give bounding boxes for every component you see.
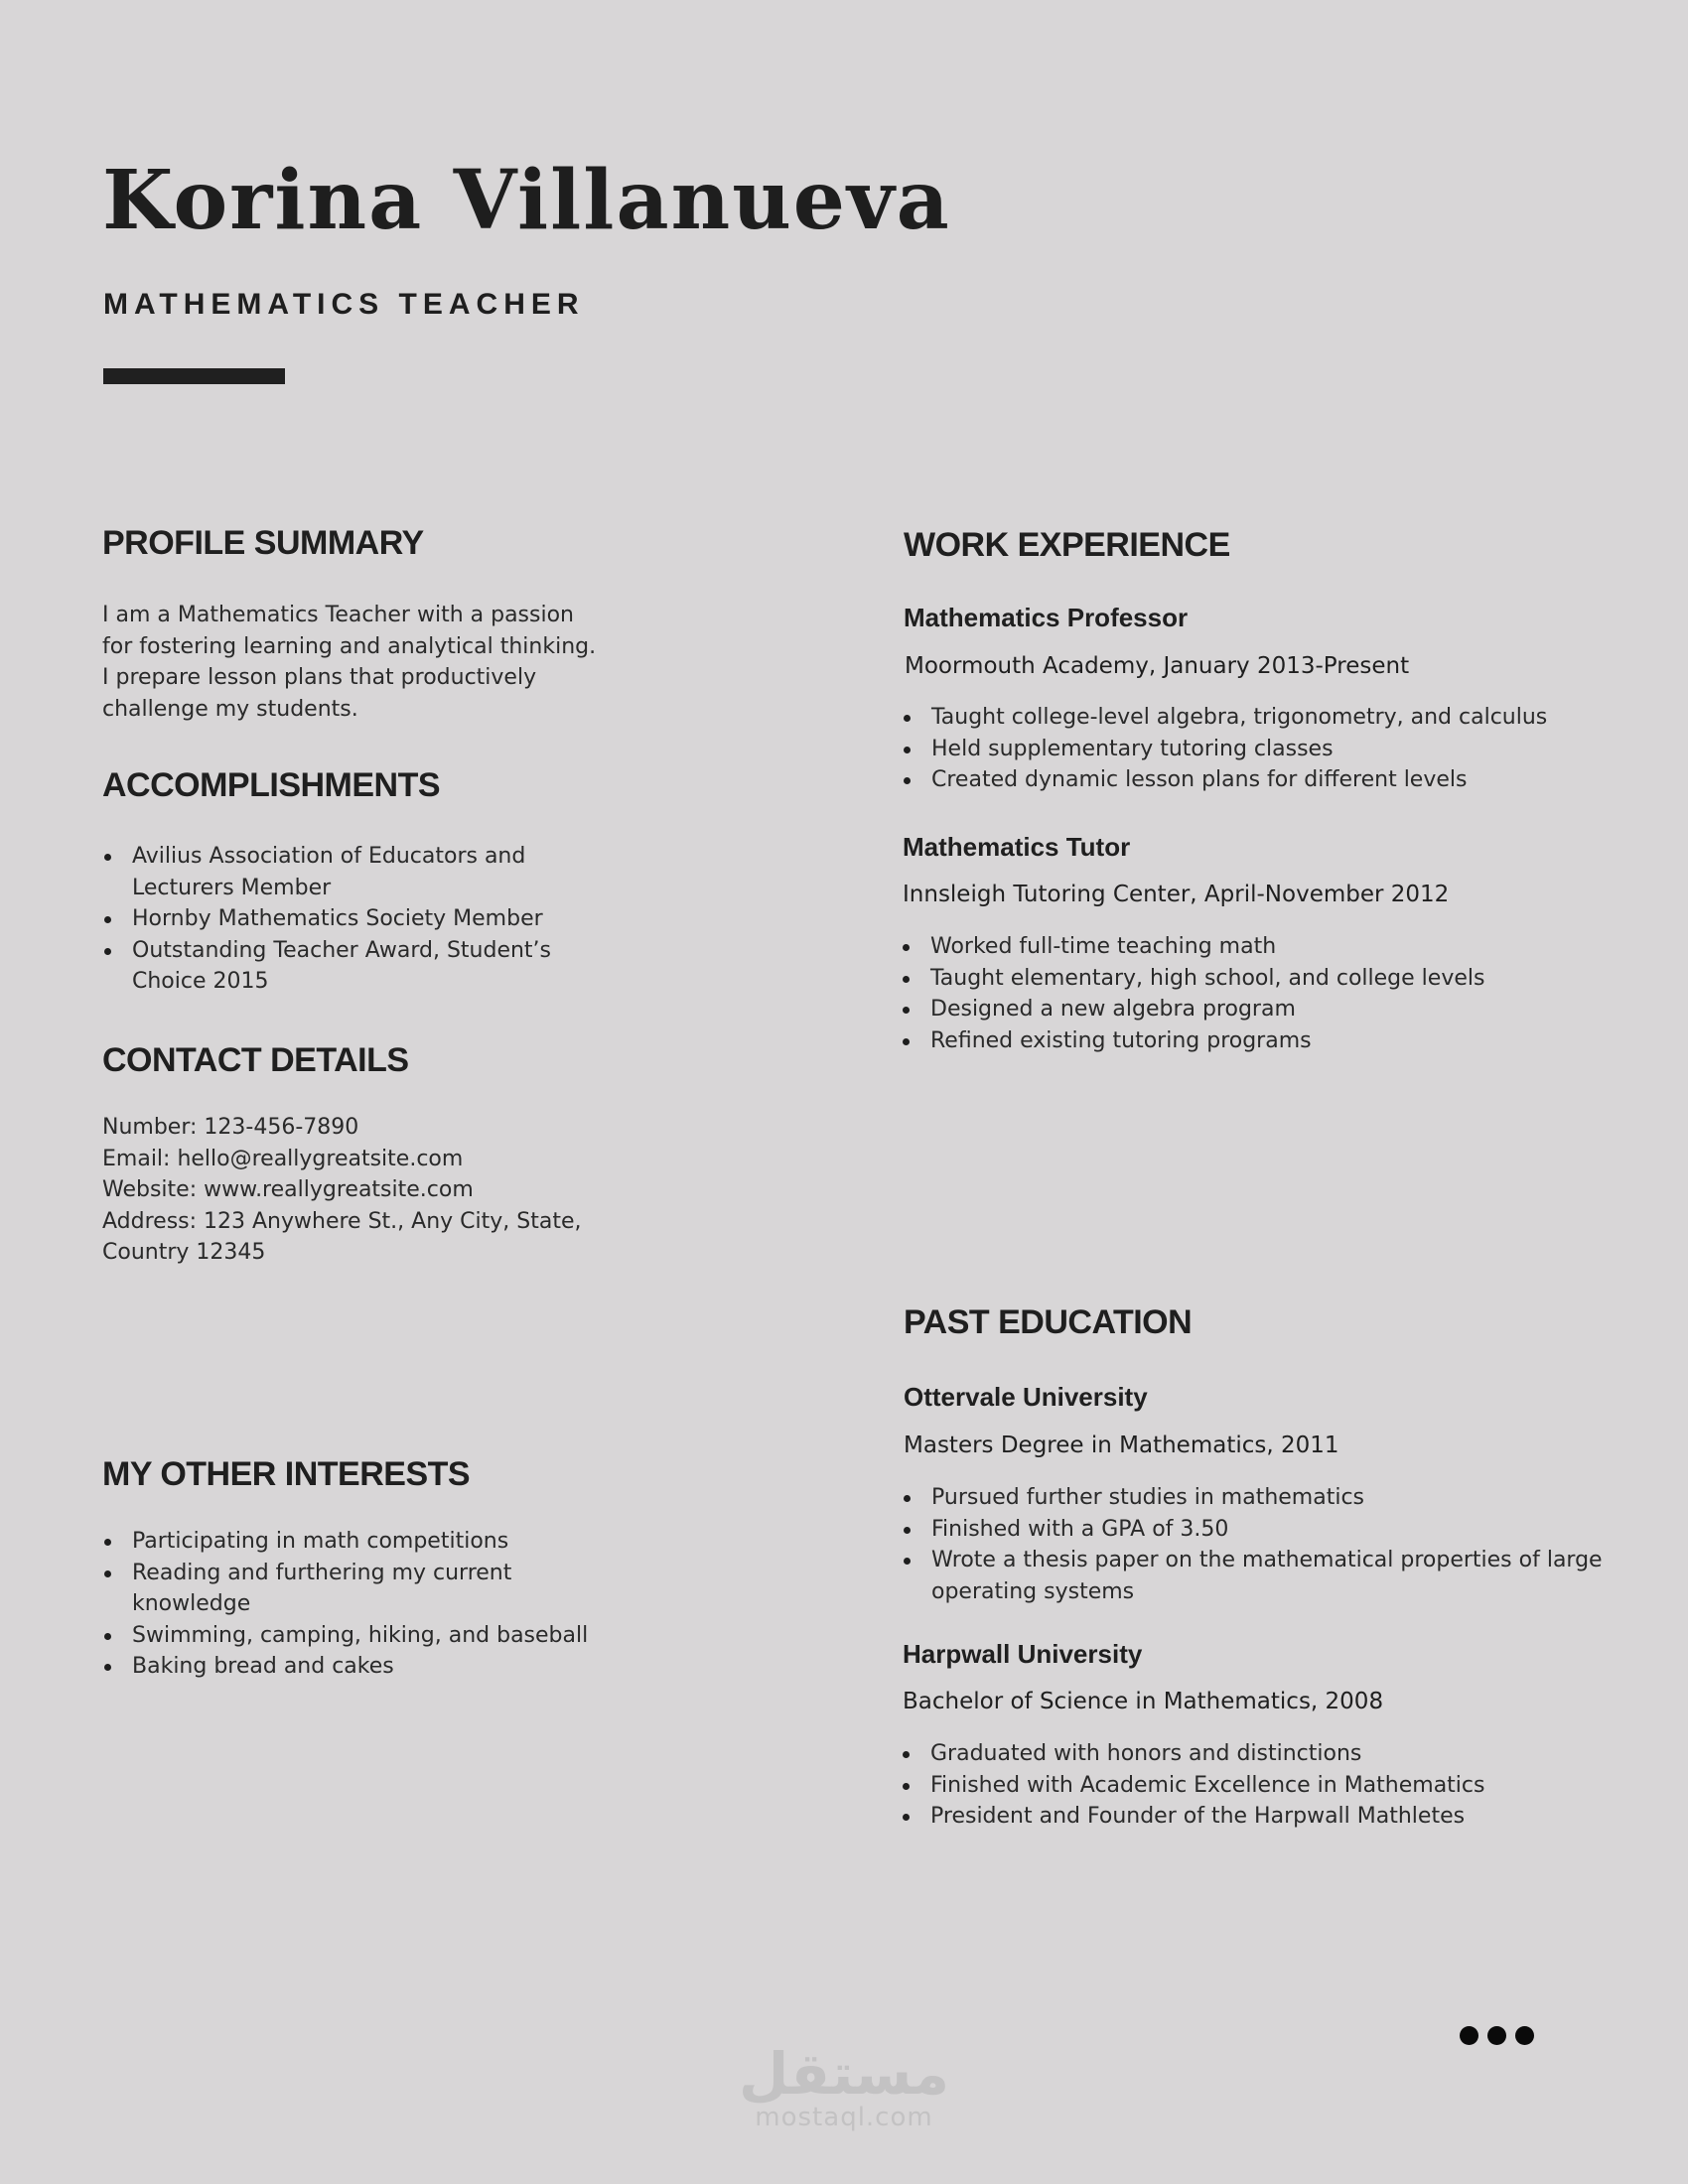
profile-summary-heading: PROFILE SUMMARY (102, 524, 424, 562)
contact-details (102, 1112, 638, 1269)
list-item: Graduated with honors and distinctions (901, 1738, 1616, 1770)
list-item: Pursued further studies in mathematics (902, 1482, 1617, 1514)
profile-summary-text (102, 600, 638, 725)
list-item: Refined existing tutoring programs (901, 1025, 1616, 1057)
profile-line: I am a Mathematics Teacher with a passion (102, 603, 574, 627)
list-item: Designed a new algebra program (901, 994, 1616, 1025)
school-name: Harpwall University (903, 1639, 1143, 1669)
list-item: Reading and furthering my current knowledge (102, 1558, 619, 1620)
contact-address: Address: 123 Anywhere St., Any City, State, (102, 1208, 582, 1234)
list-item: Participating in math competitions (102, 1526, 619, 1558)
job-duties-list (901, 931, 1616, 1056)
mostaql-watermark (695, 2040, 993, 2133)
contact-number: Number: 123-456-7890 (102, 1115, 359, 1140)
interests-heading: MY OTHER INTERESTS (102, 1455, 471, 1493)
list-item: Finished with a GPA of 3.50 (902, 1514, 1617, 1546)
list-item: Swimming, camping, hiking, and baseball (102, 1620, 619, 1652)
watermark-arabic: مستقل (738, 2040, 950, 2108)
work-experience-heading: WORK EXPERIENCE (904, 526, 1230, 564)
profile-line: challenge my students. (102, 696, 358, 722)
list-item: President and Founder of the Harpwall Mathletes (901, 1801, 1616, 1833)
dot-icon (1515, 2026, 1534, 2045)
contact-details-heading: CONTACT DETAILS (102, 1041, 409, 1079)
accomplishments-heading: ACCOMPLISHMENTS (102, 766, 441, 804)
list-item: Wrote a thesis paper on the mathematical properties of large operating systems (902, 1545, 1617, 1607)
education-details-list (901, 1738, 1616, 1833)
interests-list (102, 1526, 619, 1683)
degree: Masters Degree in Mathematics, 2011 (904, 1433, 1339, 1458)
job-employer: Innsleigh Tutoring Center, April-November 2012 (903, 882, 1450, 907)
job-role: MATHEMATICS TEACHER (103, 288, 585, 321)
list-item: Baking bread and cakes (102, 1651, 619, 1683)
job-duties-list (902, 702, 1617, 796)
dot-icon (1487, 2026, 1506, 2045)
list-item: Avilius Association of Educators and Lecturers Member (102, 841, 559, 903)
list-item: Finished with Academic Excellence in Mathematics (901, 1770, 1616, 1802)
list-item: Taught elementary, high school, and college levels (901, 963, 1616, 995)
watermark-latin: mostaql.com (755, 2103, 933, 2132)
decorative-dots (1460, 2026, 1534, 2045)
list-item: Worked full-time teaching math (901, 931, 1616, 963)
list-item: Outstanding Teacher Award, Student’s Choice 2015 (102, 935, 559, 998)
contact-email: Email: hello@reallygreatsite.com (102, 1146, 464, 1171)
profile-line: I prepare lesson plans that productively (102, 665, 537, 690)
profile-line: for fostering learning and analytical thinking. (102, 633, 597, 659)
accomplishments-list (102, 841, 559, 998)
list-item: Created dynamic lesson plans for different levels (902, 764, 1617, 796)
list-item: Taught college-level algebra, trigonometry, and calculus (902, 702, 1617, 734)
job-title: Mathematics Professor (904, 603, 1189, 632)
list-item: Held supplementary tutoring classes (902, 734, 1617, 765)
header-divider (103, 368, 285, 384)
dot-icon (1460, 2026, 1478, 2045)
contact-address-continued: Country 12345 (102, 1240, 266, 1265)
resume-name: Korina Villanueva (102, 153, 951, 248)
degree: Bachelor of Science in Mathematics, 2008 (903, 1689, 1384, 1714)
list-item: Hornby Mathematics Society Member (102, 903, 559, 935)
education-details-list (902, 1482, 1617, 1607)
job-employer: Moormouth Academy, January 2013-Present (905, 653, 1410, 679)
past-education-heading: PAST EDUCATION (904, 1303, 1193, 1341)
job-title: Mathematics Tutor (903, 832, 1131, 862)
contact-website: Website: www.reallygreatsite.com (102, 1177, 474, 1202)
school-name: Ottervale University (904, 1382, 1148, 1412)
